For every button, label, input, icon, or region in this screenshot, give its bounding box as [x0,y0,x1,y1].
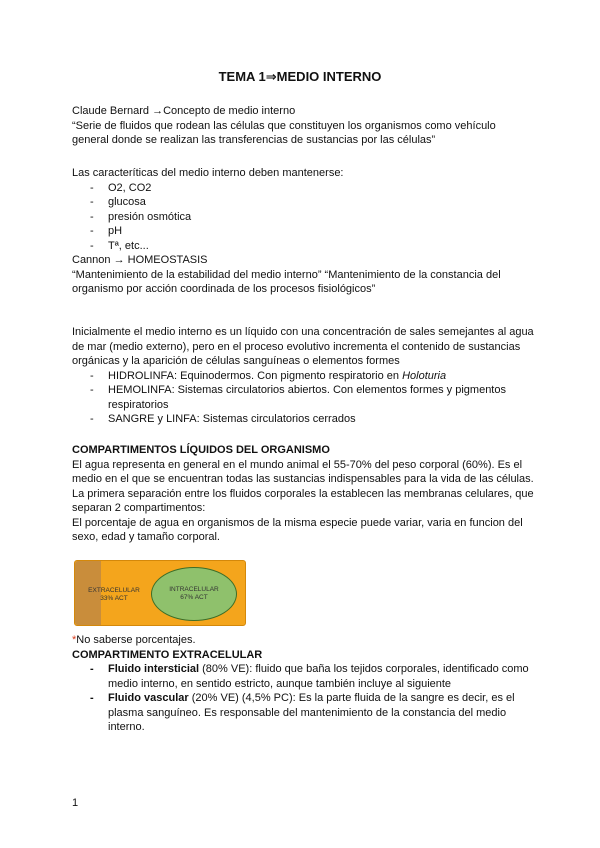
compartimentos-heading: COMPARTIMENTOS LÍQUIDOS DEL ORGANISMO [72,444,330,456]
note-star: * [72,634,77,646]
compartimentos-p3: El porcentaje de agua en organismos de la misma especie puede variar, varia en funcion del sexo, edad y tamaño corporal. [72,516,523,543]
extracellular-box [74,560,246,626]
evolucion-section [72,325,534,427]
compartimentos-p1: El agua representa en general en el mundo animal el 55-70% del peso corporal (60%). Es el medio en el que se encuentran todas las sustancias indispensables para la vida de las células. [72,458,534,485]
cannon-quote: “Mantenimiento de la estabilidad del medio interno” “Mantenimiento de la constancia del organismo por acción coordinada de los procesos fisiológicos” [72,268,501,295]
compartimentos-p2: La primera separación entre los fluidos corporales la establecen las membranas celulares, que separan 2 compartimentos: [72,487,534,514]
list-item: - SANGRE y LINFA: Sistemas circulatorios cerrados [72,412,534,427]
intracellular-name: INTRACELULAR [169,586,219,593]
bernard-line: Claude Bernard →Concepto de medio interno [72,105,296,117]
extracelular-section [72,633,534,735]
evolucion-paragraph: Inicialmente el medio interno es un líquido con una concentración de sales semejantes al agua de mar (medio externo), pero en el proceso evolutivo incrementa el contenido de sustancias orgánicas y la aparición de células sanguíneas o elementos formes [72,326,534,367]
page-number: 1 [72,797,79,809]
list-item [72,662,534,691]
list-item: - O2, CO2 [72,181,534,196]
bernard-section [72,104,534,148]
extracellular-label [77,587,151,603]
fluido-intersticial-term: Fluido intersticial [108,663,200,675]
list-item: - HEMOLINFA: Sistemas circulatorios abiertos. Con elementos formes y pigmentos respiratorios [72,383,534,412]
intracellular-pct: 67% ACT [180,594,208,601]
fluido-intersticial-text: (80% VE): fluido que baña los tejidos corporales, identificado como medio interno, en sentido estricto, aunque también incluye al siguiente [108,663,529,690]
extracelular-list [72,662,534,735]
caracteristicas-intro: Las caracteríticas del medio interno deben mantenerse: [72,167,344,179]
intracellular-label [151,586,237,602]
note-text: No saberse porcentajes. [76,634,196,646]
list-item [72,369,534,384]
fluido-vascular-text: (20% VE) (4,5% PC): Es la parte fluida de la sangre es decir, es el plasma sanguíneo. Es responsable del mantenimiento de la constancia del medio interno. [108,692,515,733]
list-item: - Tª, etc... [72,239,534,254]
extracellular-name: EXTRACELULAR [88,587,140,594]
compartimentos-section [72,443,534,545]
water-compartments-diagram [74,560,246,626]
list-item: - glucosa [72,195,534,210]
page-title: TEMA 1⇒MEDIO INTERNO [218,69,382,84]
hidrolinfa-italic: Holoturia [402,369,447,382]
extracellular-pct: 33% ACT [100,595,128,602]
list-item: - pH [72,224,534,239]
list-item: - presión osmótica [72,210,534,225]
bernard-quote: “Serie de fluidos que rodean las células que constituyen los organismos como vehículo general donde se realizan las transferencias de sustancias por las células” [72,119,496,146]
caracteristicas-list [72,181,534,254]
hidrolinfa-text: HIDROLINFA: Equinodermos. Con pigmento respiratorio en [108,369,403,382]
list-item [72,691,534,735]
note [72,633,534,648]
evolucion-list [72,369,534,427]
fluido-vascular-term: Fluido vascular [108,692,189,704]
extracelular-heading: COMPARTIMENTO EXTRACELULAR [72,648,263,661]
cannon-line: Cannon → HOMEOSTASIS [72,254,208,266]
caracteristicas-section [72,166,534,297]
